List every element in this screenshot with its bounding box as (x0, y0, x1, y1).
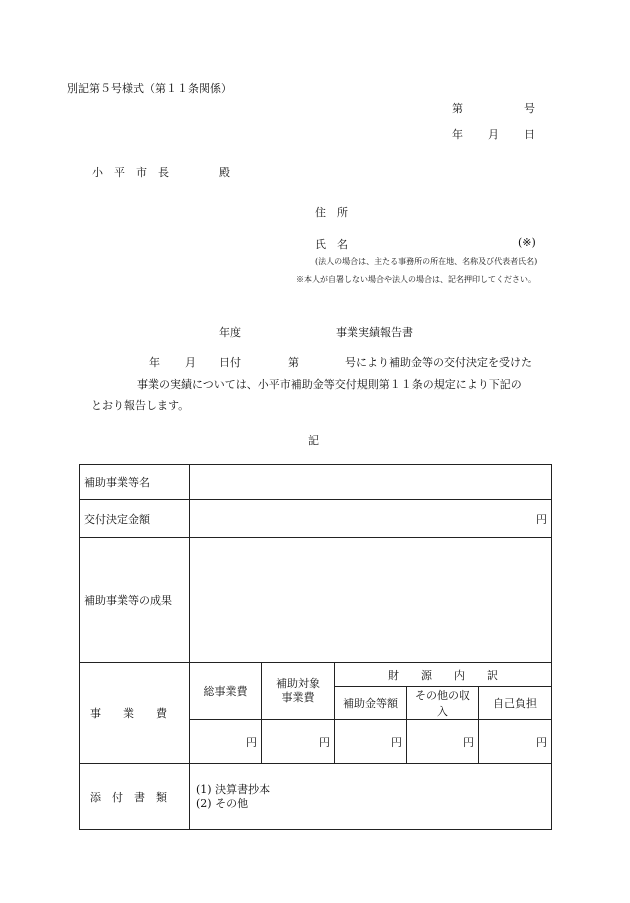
body-year: 年 (149, 356, 160, 369)
yen-unit: 円 (536, 735, 548, 749)
yen-unit: 円 (463, 735, 474, 749)
corporation-note: (法人の場合は、主たる事務所の所在地、名称及び代表者氏名) (315, 257, 538, 266)
name-label: 氏 名 (315, 238, 348, 251)
row-decided-amount (80, 500, 552, 538)
project-name-field[interactable] (190, 465, 552, 500)
row-project-name (80, 465, 552, 500)
row-attachments (80, 764, 552, 830)
row-cost-header1 (80, 663, 552, 687)
fiscal-year-label: 年度 (219, 326, 241, 339)
funding-breakdown-header: 財 源 内 訳 (335, 663, 552, 687)
attachment-item: (1) 決算書抄本 (196, 782, 271, 796)
date-year: 年 (452, 128, 463, 141)
yen-unit: 円 (391, 735, 402, 749)
body-month: 月 (185, 356, 196, 369)
attachments-list (190, 764, 552, 830)
self-burden-header: 自己負担 (479, 687, 552, 720)
subsidy-field[interactable] (335, 720, 407, 764)
attachments-label: 添 付 書 類 (80, 764, 190, 830)
signature-note: ※本人が自署しない場合や法人の場合は、記名押印してください。 (296, 275, 536, 284)
doc-number-suffix: 号 (524, 102, 535, 115)
decided-amount-label: 交付決定金額 (80, 500, 190, 538)
body-dai: 第 (288, 356, 299, 369)
seal-mark: (※) (518, 236, 536, 249)
address-label: 住 所 (315, 206, 348, 219)
attachment-item: (2) その他 (196, 796, 249, 810)
self-burden-field[interactable] (479, 720, 552, 764)
row-results (80, 538, 552, 663)
subsidy-header: 補助金等額 (335, 687, 407, 720)
report-table (79, 464, 552, 830)
form-number-title: 別記第５号様式（第１１条関係） (67, 82, 232, 95)
total-cost-header: 総事業費 (190, 663, 262, 720)
doc-number-prefix: 第 (452, 102, 463, 115)
addressee-honorific: 殿 (219, 166, 230, 179)
yen-unit: 円 (246, 735, 257, 749)
other-income-field[interactable] (407, 720, 479, 764)
body-line3: とおり報告します。 (91, 399, 190, 412)
results-field[interactable] (190, 538, 552, 663)
cost-label: 事 業 費 (80, 663, 190, 764)
eligible-cost-header (262, 663, 335, 720)
yen-unit: 円 (319, 735, 330, 749)
body-line1-rest: 号により補助金等の交付決定を受けた (345, 356, 532, 369)
yen-unit: 円 (536, 512, 548, 526)
date-day: 日 (524, 128, 535, 141)
results-label: 補助事業等の成果 (80, 538, 190, 663)
eligible-cost-line1: 補助対象 (276, 677, 320, 690)
body-line2: 事業の実績については、小平市補助金等交付規則第１１条の規定により下記の (137, 378, 522, 391)
report-title: 事業実績報告書 (336, 326, 413, 339)
project-name-label: 補助事業等名 (80, 465, 190, 500)
eligible-cost-field[interactable] (262, 720, 335, 764)
ki-heading: 記 (308, 434, 319, 447)
decided-amount-field[interactable] (190, 500, 552, 538)
body-day: 日付 (219, 356, 241, 369)
eligible-cost-line2: 事業費 (281, 691, 315, 704)
total-cost-field[interactable] (190, 720, 262, 764)
date-month: 月 (488, 128, 499, 141)
addressee-name: 小 平 市 長 (92, 166, 169, 179)
other-income-header: その他の収入 (407, 687, 479, 720)
